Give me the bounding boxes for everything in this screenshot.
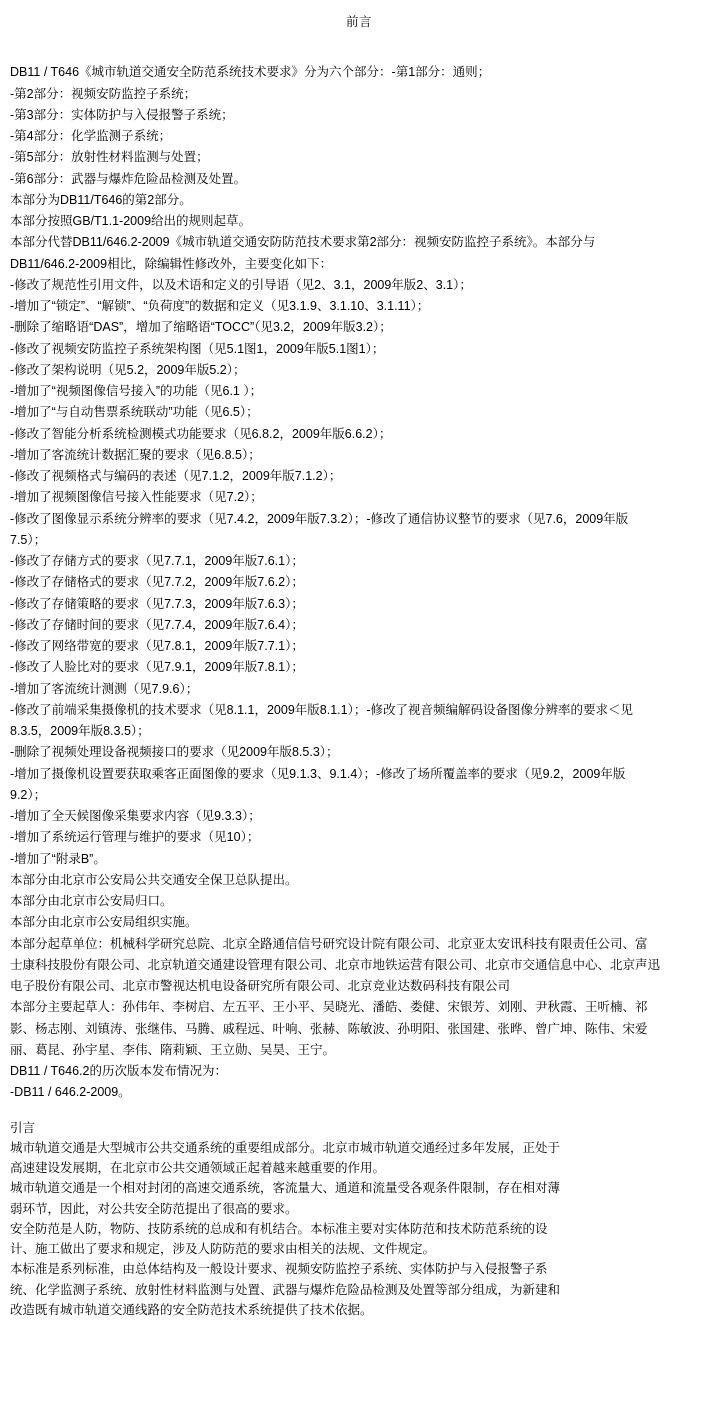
intro-line: 高速建设发展期，在北京市公共交通领域正起着越来越重要的作用。 xyxy=(10,1161,386,1175)
foreword-line: -增加了“与自动售票系统联动”功能（见6.5）； xyxy=(10,405,259,420)
foreword-line: -修改了存储格式的要求（见7.7.2，2009年版7.6.2）； xyxy=(10,575,304,590)
foreword-line: -修改了规范性引用文件，以及术语和定义的引导语（见2、3.1，2009年版2、3.1）； xyxy=(10,277,472,292)
foreword-line: -第6部分：武器与爆炸危险品检测及处置。 xyxy=(10,171,247,186)
foreword-line: 本部分由北京市公安局归口。 xyxy=(10,894,173,908)
foreword-line: -第2部分：视频安防监控子系统； xyxy=(10,86,197,101)
foreword-line: DB11 / T646《城市轨道交通安全防范系统技术要求》分为六个部分：-第1部分：通则； xyxy=(10,65,491,80)
intro-line: 安全防范是人防，物防、技防系统的总成和有机结合。本标准主要对实体防范和技术防范系统的设 xyxy=(10,1221,548,1236)
foreword-line: -增加了“锁定”、“解锁”、“负荷度”的数据和定义（见3.1.9、3.1.10、3.1.11）； xyxy=(10,299,430,313)
intro-line: 城市轨道交通是大型城市公共交通系统的重要组成部分。北京市城市轨道交通经过多年发展，正处于 xyxy=(10,1140,561,1155)
foreword-line: -删除了缩略语“DAS”，增加了缩略语“TOCC”（见3.2，2009年版3.2）； xyxy=(10,320,392,335)
foreword-section xyxy=(6,62,712,1102)
foreword-line: 本部分为DB11/T646的第2部分。 xyxy=(10,192,192,207)
intro-line: 改造既有城市轨道交通线路的安全防范技术系统提供了技术依据。 xyxy=(10,1302,373,1317)
foreword-line: -增加了全天候图像采集要求内容（见9.3.3）； xyxy=(10,809,261,823)
foreword-line: -修改了人脸比对的要求（见7.9.1，2009年版7.8.1）； xyxy=(10,660,304,675)
foreword-line: -增加了“附录B”。 xyxy=(10,851,106,866)
foreword-line: 9.2）； xyxy=(10,787,47,802)
foreword-line: 士康科技股份有限公司、北京轨道交通建设管理有限公司、北京市地铁运营有限公司、北京市交通信息中心、北京声迅 xyxy=(10,957,661,972)
foreword-line: -修改了存储方式的要求（见7.7.1，2009年版7.6.1）； xyxy=(10,554,304,568)
foreword-line: 本部分主要起草人：孙伟年、李树启、左五平、王小平、吴晓光、潘皓、娄健、宋银芳、刘刚、尹秋霞、王听楠、祁 xyxy=(10,1000,648,1015)
foreword-line: -删除了视频处理设备视频接口的要求（见2009年版8.5.3）； xyxy=(10,745,339,760)
foreword-line: 电子股份有限公司、北京市警视达机电设备研究所有限公司、北京竞业达数码科技有限公司 xyxy=(10,979,511,993)
foreword-line: -修改了架构说明（见5.2，2009年版5.2）； xyxy=(10,362,246,377)
foreword-line: -增加了“视频图像信号接入”的功能（见6.1 ）； xyxy=(10,384,263,398)
foreword-line: 影、杨志刚、刘镇涛、张继伟、马腾、戚程远、叶响、张赫、陈敏波、孙明阳、张国建、张晔、曾广坤、陈伟、宋爱 xyxy=(10,1021,648,1036)
foreword-line: DB11/646.2-2009相比，除编辑性修改外，主要变化如下： xyxy=(10,256,333,271)
foreword-line: 本部分按照GB/T1.1-2009给出的规则起草。 xyxy=(10,214,252,228)
foreword-line: -修改了图像显示系统分辨率的要求（见7.4.2，2009年版7.3.2）；-修改了通信协议整节的要求（见7.6，2009年版 xyxy=(10,511,629,526)
foreword-line: 丽、葛昆、孙宇星、李伟、隋莉颖、王立勋、吴昊、王宁。 xyxy=(10,1042,336,1057)
section-spacer xyxy=(6,1104,712,1118)
foreword-line: -修改了网络带宽的要求（见7.8.1，2009年版7.7.1）； xyxy=(10,639,304,653)
foreword-line: -修改了存储时间的要求（见7.7.4，2009年版7.6.4）； xyxy=(10,617,304,632)
foreword-line: -第4部分：化学监测子系统； xyxy=(10,129,172,143)
foreword-line: -增加了系统运行管理与维护的要求（见10）； xyxy=(10,830,260,845)
intro-line: 统、化学监测子系统、放射性材料监测与处置、武器与爆炸危险品检测及处置等部分组成，为新建和 xyxy=(10,1282,561,1297)
foreword-line: 7.5）； xyxy=(10,532,47,547)
foreword-line: DB11 / T646.2的历次版本发布情况为： xyxy=(10,1064,227,1078)
foreword-line: 本部分起草单位：机械科学研究总院、北京全路通信信号研究设计院有限公司、北京亚太安讯科技有限责任公司、富 xyxy=(10,936,648,951)
introduction-section xyxy=(6,1118,712,1321)
page-title: 前言 xyxy=(345,15,372,29)
foreword-line: 8.3.5，2009年版8.3.5）； xyxy=(10,724,150,738)
foreword-line: 本部分代替DB11/646.2-2009《城市轨道交通安防防范技术要求第2部分：视频安防监控子系统》。本部分与 xyxy=(10,235,596,250)
foreword-line: -修改了存储策略的要求（见7.7.3，2009年版7.6.3）； xyxy=(10,596,304,611)
intro-line: 弱环节，因此，对公共安全防范提出了很高的要求。 xyxy=(10,1201,298,1216)
foreword-line: 本部分由北京市公安局组织实施。 xyxy=(10,915,198,930)
foreword-line: -修改了前端采集摄像机的技术要求（见8.1.1，2009年版8.1.1）；-修改了视音频编解码设备图像分辨率的要求＜见 xyxy=(10,702,633,717)
foreword-line: -增加了客流统计测测（见7.9.6）； xyxy=(10,681,199,696)
foreword-line: -增加了摄像机设置要获取乘客正面图像的要求（见9.1.3、9.1.4）；-修改了场所覆盖率的要求（见9.2，2009年版 xyxy=(10,766,626,781)
intro-line: 城市轨道交通是一个相对封闭的高速交通系统，客流量大、通道和流量受各观条件限制，存在相对薄 xyxy=(10,1181,561,1196)
foreword-line: -增加了客流统计数据汇聚的要求（见6.8.5）； xyxy=(10,447,261,462)
foreword-line: -修改了智能分析系统检测模式功能要求（见6.8.2，2009年版6.6.2）； xyxy=(10,426,392,441)
foreword-line: -修改了视频格式与编码的表述（见7.1.2，2009年版7.1.2）； xyxy=(10,469,342,483)
foreword-line: -修改了视频安防监控子系统架构图（见5.1图1，2009年版5.1图1）； xyxy=(10,341,385,356)
foreword-line: -第5部分：放射性材料监测与处置； xyxy=(10,150,209,165)
intro-heading: 引言 xyxy=(10,1120,36,1135)
intro-line: 计、施工做出了要求和规定，涉及人防防范的要求由相关的法规、文件规定。 xyxy=(10,1242,436,1256)
foreword-line: -增加了视频图像信号接入性能要求（见7.2）； xyxy=(10,490,263,505)
foreword-line: -DB11 / 646.2-2009。 xyxy=(10,1085,131,1100)
foreword-line: 本部分由北京市公安局公共交通安全保卫总队提出。 xyxy=(10,872,298,887)
foreword-line: -第3部分：实体防护与入侵报警子系统； xyxy=(10,107,234,122)
intro-line: 本标准是系列标准，由总体结构及一般设计要求、视频安防监控子系统、实体防护与入侵报警子系 xyxy=(10,1262,548,1277)
